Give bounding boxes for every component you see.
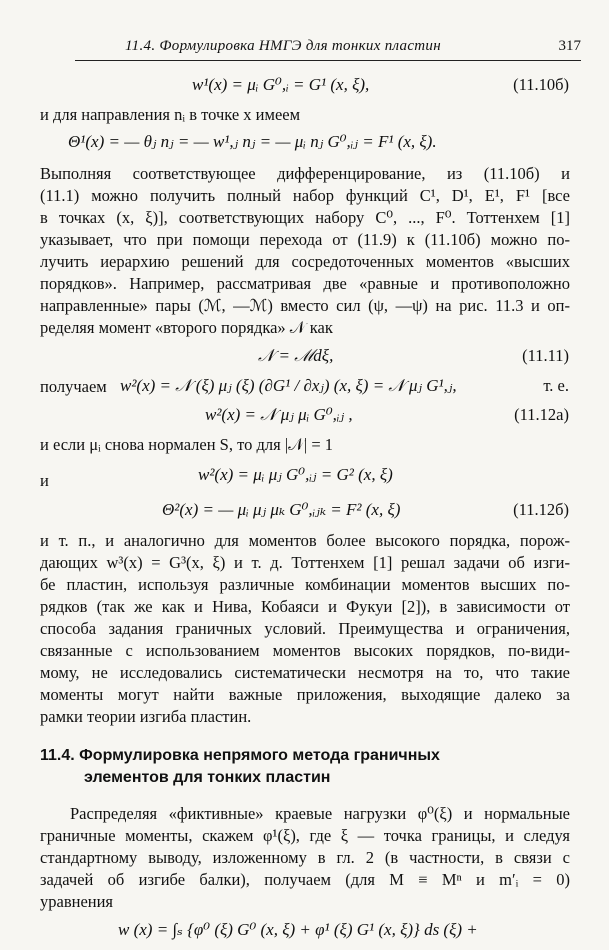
running-head: 11.4. Формулировка НМГЭ для тонких пластин bbox=[125, 38, 441, 54]
paragraph-3-line: стандартному выводу, изложенному в гл. 2 (в частности, в связи с bbox=[40, 848, 570, 867]
paragraph-2-line: моменты могут найти важные приложения, выходящие далеко за bbox=[40, 685, 570, 704]
text-line: получаем bbox=[40, 377, 107, 396]
equation-11-10b: w¹(x) = μᵢ G⁰,ᵢ = G¹ (x, ξ), bbox=[192, 75, 370, 94]
equation-w-integral: w (x) = ∫ₛ {φ⁰ (ξ) G⁰ (x, ξ) + φ¹ (ξ) G¹ (x, ξ)} ds (ξ) + bbox=[118, 920, 478, 939]
paragraph-1-line: порядков». Например, рассматривая две «равные и противоположно bbox=[40, 274, 570, 293]
paragraph-2-line: дающих w³(x) = G³(x, ξ) и т. д. Тоттенхем [1] решал задачи об изги- bbox=[40, 553, 570, 572]
paragraph-3-line: граничные моменты, скажем φ¹(ξ), где ξ — точка границы, и следуя bbox=[40, 826, 570, 845]
equation-11-12a: w²(x) = 𝒩 μⱼ μᵢ G⁰,ᵢⱼ , bbox=[205, 405, 353, 424]
section-title: 11.4. Формулировка непрямого метода граничных bbox=[40, 747, 440, 764]
equation-11-11: 𝒩 = ℳdξ, bbox=[258, 346, 334, 365]
paragraph-2-line: способа задания граничных условий. Преимущества и ограничения, bbox=[40, 619, 570, 638]
paragraph-2-line: мому, не исследовались систематически несмотря на то, что такие bbox=[40, 663, 570, 682]
equation-number-11-12a: (11.12а) bbox=[514, 405, 569, 424]
paragraph-1-line: Выполняя соответствующее дифференцирование, из (11.10б) и bbox=[40, 164, 570, 183]
equation-w2-long: w²(x) = 𝒩 (ξ) μⱼ (ξ) (∂G¹ / ∂xⱼ) (x, ξ) = 𝒩 μⱼ G¹,ⱼ, bbox=[120, 376, 457, 395]
paragraph-2-line: связанные с использованием моментов высоких порядков, по-види- bbox=[40, 641, 570, 660]
equation-w2-normal: w²(x) = μᵢ μⱼ G⁰,ᵢⱼ = G² (x, ξ) bbox=[198, 465, 393, 484]
text-line: и для направления nᵢ в точке x имеем bbox=[40, 105, 301, 124]
page-number: 317 bbox=[558, 38, 581, 54]
page-header bbox=[75, 36, 581, 61]
paragraph-3-line: уравнения bbox=[40, 892, 114, 911]
paragraph-1-line: в точках (x, ξ)], соответствующих набору C⁰, ..., F⁰. Тоттенхем [1] bbox=[40, 208, 570, 227]
paragraph-1-line: направленные» пары (ℳ, —ℳ) вместо сил (ψ, —ψ) на рис. 11.3 и оп- bbox=[40, 296, 570, 315]
equation-theta1: Θ¹(x) = — θⱼ nⱼ = — w¹,ⱼ nⱼ = — μᵢ nⱼ G⁰,ᵢⱼ = F¹ (x, ξ). bbox=[68, 132, 437, 151]
paragraph-2-line: и т. п., и аналогично для моментов более высокого порядка, порож- bbox=[40, 531, 570, 550]
paragraph-1-line: указывает, что при помощи перехода от (11.9) к (11.10б) можно по- bbox=[40, 230, 570, 249]
text-line: и если μᵢ снова нормален S, то для |𝒩| = 1 bbox=[40, 435, 334, 454]
text-line: и bbox=[40, 471, 49, 490]
paragraph-2-line: бе пластин, используя различные комбинации моментов высших по- bbox=[40, 575, 570, 594]
section-title-continued: элементов для тонких пластин bbox=[84, 769, 331, 786]
paragraph-1-line: (11.1) можно получить полный набор функций C¹, D¹, E¹, F¹ [все bbox=[40, 186, 570, 205]
paragraph-1-line: ределяя момент «второго порядка» 𝒩 как bbox=[40, 318, 333, 337]
paragraph-3-line: Распределяя «фиктивные» краевые нагрузки φ⁰(ξ) и нормальные bbox=[70, 804, 570, 823]
paragraph-2-line: рядков (так же как и Нива, Кобаяси и Фукуи [2]), в зависимости от bbox=[40, 597, 570, 616]
text-ie: т. е. bbox=[543, 376, 569, 395]
equation-number-11-10b: (11.10б) bbox=[513, 75, 569, 94]
paragraph-3-line: задачей об изгибе балки), получаем (для M ≡ Mⁿ и m′ᵢ = 0) bbox=[40, 870, 570, 889]
paragraph-2-line: рамки теории изгиба пластин. bbox=[40, 707, 252, 726]
equation-number-11-12b: (11.12б) bbox=[513, 500, 569, 519]
equation-number-11-11: (11.11) bbox=[522, 346, 569, 365]
equation-11-12b: Θ²(x) = — μᵢ μⱼ μₖ G⁰,ᵢⱼₖ = F² (x, ξ) bbox=[162, 500, 401, 519]
paragraph-1-line: лучить иерархию решений для сосредоточенных моментов «высших bbox=[40, 252, 570, 271]
